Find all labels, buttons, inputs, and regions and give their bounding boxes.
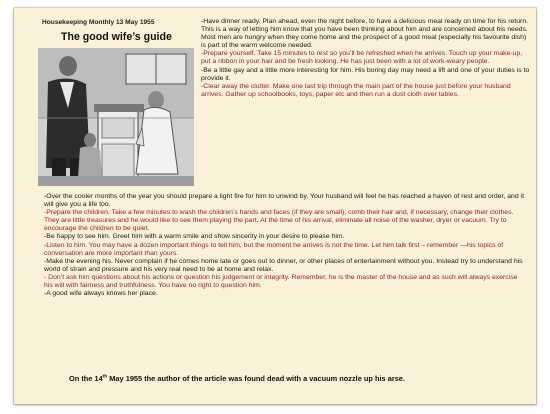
print-frame xyxy=(14,8,536,404)
paragraph: -Clear away the clutter. Make one last trip through the main part of the house just before your husband arrives. Gather up schoolbooks, toys, paper etc and then run a dust cloth over tables. xyxy=(201,82,511,98)
right-column-text xyxy=(201,18,531,99)
paragraph: -Be a little gay and a little more interesting for him. His boring day may need a lift and one of your duties is to provide it. xyxy=(201,66,530,82)
paragraph: -Prepare yourself. Take 15 minutes to rest so you’ll be refreshed when he arrives. Touch up your make-up, put a ribbon in your hair and be fresh looking. He has just been with a lot of work-weary people. xyxy=(201,50,523,66)
full-width-text xyxy=(44,193,528,298)
paragraph: -Prepare the children. Take a few minutes to wash the children’s hands and faces (if they are small), comb their hair and, if necessary, change their clothes. They are little treasures and he would like to see them playing the part. At the time of his arrival, eliminate all noise of the washer, dryer or vacuum. Try to encourage the children to be quiet. xyxy=(44,209,514,233)
vintage-kitchen-illustration xyxy=(38,48,194,186)
paragraph: -Have dinner ready. Plan ahead, even the night before, to have a delicious meal ready on time for his return. This is a way of letting him know that you have been thinking about him and are concerned about his needs. Most men are hungry when they come home and the prospect of a good meal (especially his favourite dish) is part of the warm welcome needed. xyxy=(201,18,529,50)
paragraph: - Don’t ask him questions about his actions or question his judgement or integrity. Remember, he is the master of the house and as such will always exercise his will with fairness and truthfulness. You have no right to question him. xyxy=(44,273,518,290)
paragraph: -Be happy to see him. Greet him with a warm smile and show sincerity in your desire to please him. xyxy=(44,233,345,241)
paragraph: -A good wife always knows her place. xyxy=(44,290,158,298)
footer-note: On the 14th May 1955 the author of the article was found dead with a vacuum nozzle up his arse. xyxy=(69,374,405,383)
paragraph: -Make the evening his. Never complain if he comes home late or goes out to dinner, or other places of entertainment without you. Instead try to understand his world of strain and pressure and his very real need to be at home and relax. xyxy=(44,257,523,273)
paragraph: -Over the cooler months of the year you should prepare a light fire for him to unwind by. Your husband will feel he has reached a haven of rest and order, and it will give you a life too. xyxy=(44,193,524,209)
paragraph: -Listen to him. You may have a dozen important things to tell him, but the moment he arrives is not the time. Let him talk first – remember —his topics of conversation are more important than yours. xyxy=(44,241,504,257)
masthead: Housekeeping Monthly 13 May 1955 xyxy=(42,19,155,26)
article-title: The good wife’s guide xyxy=(61,31,172,43)
